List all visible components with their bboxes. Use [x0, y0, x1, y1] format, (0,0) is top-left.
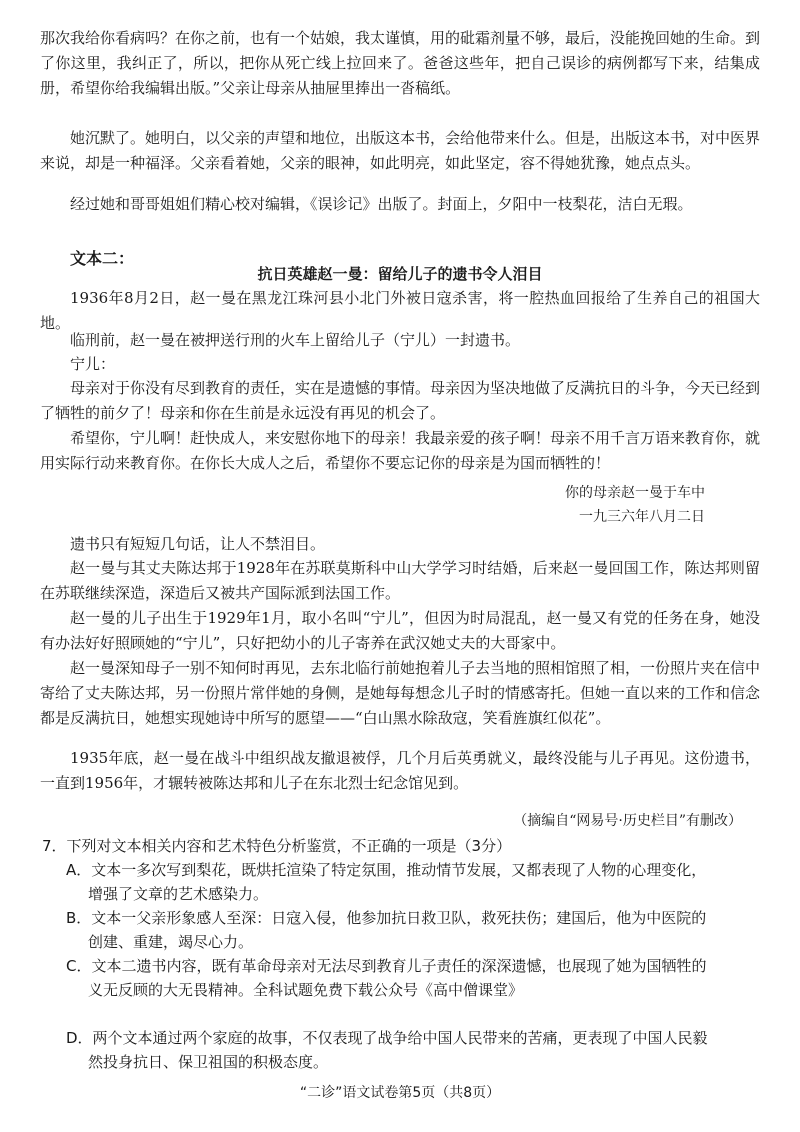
letter-date: 一九三六年八月二日	[579, 509, 705, 525]
text2-paragraph-2: 临刑前，赵一曼在被押送行刑的火车上留给儿子（宁儿）一封遗书。	[70, 331, 521, 349]
letter-signature: 你的母亲赵一曼于车中	[565, 485, 705, 501]
text2-paragraph-4: 赵一曼与其丈夫陈达邦于1928年在苏联莫斯科中山大学学习时结婚，后来赵一曼回国工作，陈达邦则留在苏联继续深造，深造后又被共产国际派到法国工作。	[40, 559, 760, 602]
text2-label: 文本二：	[70, 249, 135, 268]
text2-paragraph-5: 赵一曼的儿子出生于1929年1月，取小名叫“宁儿”，但因为时局混乱，赵一曼又有党的任务在身，她没有办法好好照顾她的“宁儿”，只好把幼小的儿子寄养在武汉她丈夫的大哥家中。	[40, 609, 760, 652]
letter-paragraph-2: 希望你，宁儿啊！赶快成人，来安慰你地下的母亲！我最亲爱的孩子啊！母亲不用千言万语来教育你，就用实际行动来教育你。在你长大成人之后，希望你不要忘记你的母亲是为国而牺牲的！	[40, 429, 761, 472]
text2-title: 抗日英雄赵一曼：留给儿子的遗书令人泪目	[257, 265, 543, 283]
option-a: A．文本一多次写到梨花，既烘托渲染了特定氛围，推动情节发展，又都表现了人物的心理变化，增强了文章的艺术感染力。	[66, 861, 707, 903]
text2-paragraph-3: 遗书只有短短几句话，让人不禁泪目。	[70, 535, 326, 553]
text1-paragraph-3: 经过她和哥哥姐姐们精心校对编辑，《误诊记》出版了。封面上，夕阳中一枝梨花，洁白无瑕。	[70, 195, 693, 213]
option-b: B．文本一父亲形象感人至深：日寇入侵，他参加抗日救卫队，救死扶伤；建国后，他为中医院的创建、重建，竭尽心力。	[66, 909, 707, 951]
text1-paragraph-2: 她沉默了。她明白，以父亲的声望和地位，出版这本书，会给他带来什么。但是，出版这本书，对中医界来说，却是一种福泽。父亲看着她，父亲的眼神，如此明亮，如此坚定，容不得她犹豫，她点点头。	[40, 129, 761, 172]
letter-paragraph-1: 母亲对于你没有尽到教育的责任，实在是遗憾的事情。母亲因为坚决地做了反满抗日的斗争，今天已经到了牺牲的前夕了！母亲和你在生前是永远没有再见的机会了。	[40, 379, 761, 422]
option-d: D．两个文本通过两个家庭的故事，不仅表现了战争给中国人民带来的苦痛，更表现了中国人民毅然投身抗日、保卫祖国的积极态度。	[66, 1029, 708, 1071]
text2-paragraph-7: 1935年底，赵一曼在战斗中组织战友撤退被俘，几个月后英勇就义，最终没能与儿子再见。这份遗书，一直到1956年，才辗转被陈达邦和儿子在东北烈士纪念馆见到。	[40, 749, 760, 792]
text1-paragraph-1: 那次我给你看病吗？在你之前，也有一个姑娘，我太谨慎，用的砒霜剂量不够，最后，没能挽回她的生命。到了你这里，我纠正了，所以，把你从死亡线上拉回来了。爸爸这些年，把自己误诊的病例都写下来，结集成册，希望你给我编辑出版。”父亲让母亲从抽屉里捧出一沓稿纸。	[40, 29, 761, 97]
letter-salutation: 宁儿：	[70, 355, 116, 373]
page-footer: “二诊”语文试卷第5页（共8页）	[299, 1085, 501, 1101]
question-7-stem: 7．下列对文本相关内容和艺术特色分析鉴赏，不正确的一项是（3分）	[42, 837, 512, 855]
text2-paragraph-1: 1936年8月2日，赵一曼在黑龙江珠河县小北门外被日寇杀害，将一腔热血回报给了生养自己的祖国大地。	[40, 289, 760, 332]
option-c: C．文本二遗书内容，既有革命母亲对无法尽到教育儿子责任的深深遗憾，也展现了她为国牺牲的义无反顾的大无畏精神。全科试题免费下载公众号《高中僧课堂》	[66, 957, 707, 999]
source-note: （摘编自“网易号·历史栏目”有删改）	[513, 813, 742, 829]
text2-paragraph-6: 赵一曼深知母子一别不知何时再见，去东北临行前她抱着儿子去当地的照相馆照了相，一份照片夹在信中寄给了丈夫陈达邦，另一份照片常伴她的身侧，是她每每想念儿子时的情感寄托。但她一直以来的工作和信念都是反满抗日，她想实现她诗中所写的愿望——“白山黑水除敌寇，笑看旌旗红似花”。	[40, 659, 761, 727]
